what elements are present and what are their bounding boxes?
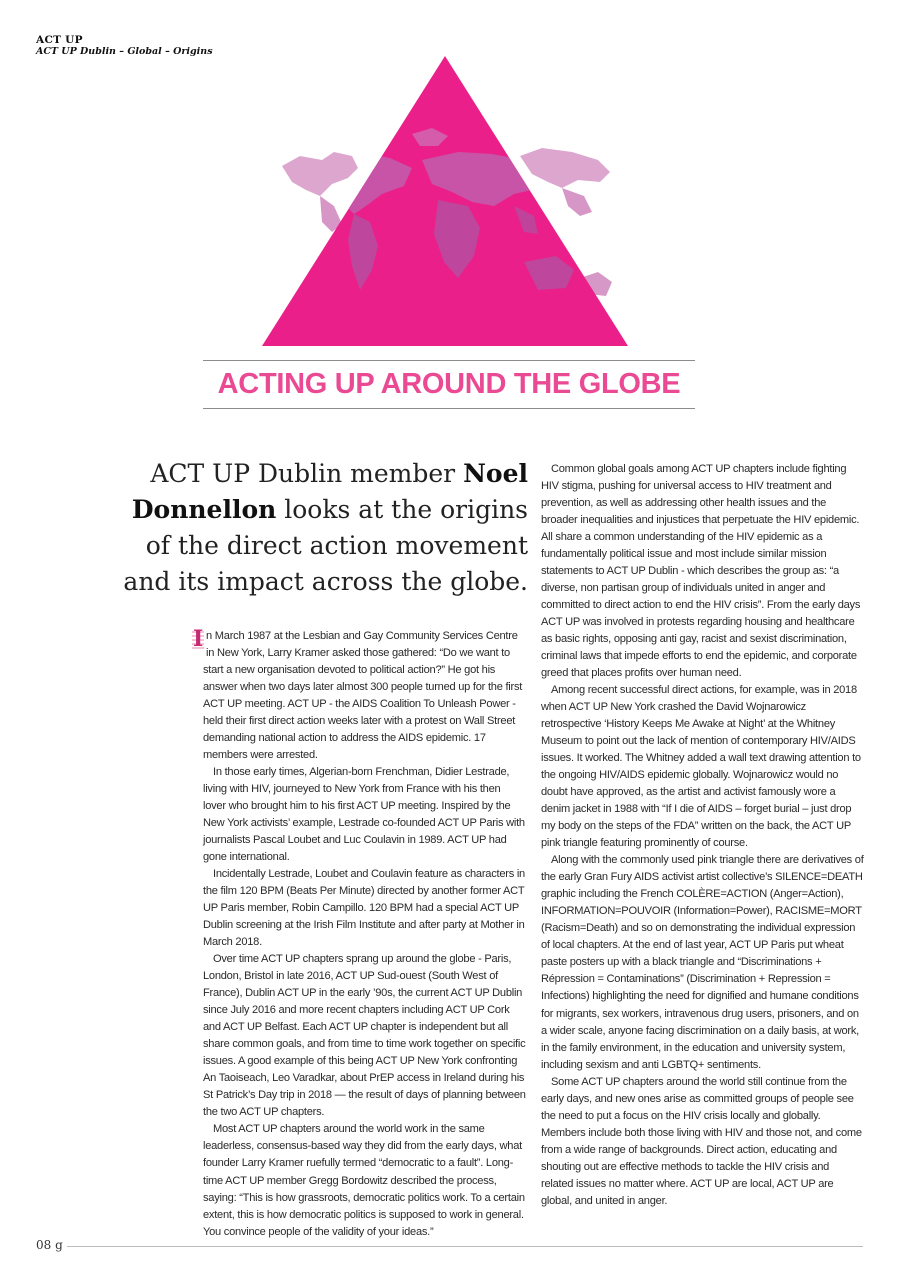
- paragraph: Along with the commonly used pink triangle there are derivatives of the early Gran Fury AIDS activist artist collective’s SILENCE=DEATH graphic including the French COLÈRE=ACTION (Anger=Action), INFORMATION=POUVOIR (Information=Power), RACISME=MORT (Racism=Death) and so on demonstrating the individual expression of local chapters. At the end of last year, ACT UP Paris put wheat paste posters up with a black triangle and “Discriminations + Répression = Contaminations” (Discrimination + Repression = Infections) highlighting the need for dignified and humane conditions for migrants, sex workers, intravenous drug users, prisoners, and on a wider scale, anyone facing discrimination on a daily basis, at work, in the family environment, in the education and university system, including sexism and anti LGBTQ+ sentiments.: [541, 854, 864, 1071]
- section-subtitle: ACT UP Dublin – Global – Origins: [36, 46, 213, 57]
- paragraph-text: n March 1987 at the Lesbian and Gay Community Services Centre in New York, Larry Kramer asked those gathered: “Do we want to start a new organisation devoted to political action?” He got his answer when two days later almost 300 people turned up for the first ACT UP meeting. ACT UP - the AIDS Coalition To Unleash Power - held their first direct action weeks later with a protest on Wall Street demanding national action to address the AIDS epidemic. 17 members were arrested.: [203, 630, 523, 762]
- paragraph: Some ACT UP chapters around the world still continue from the early days, and new ones arise as committed groups of people see the need to put a focus on the HIV crisis locally and globally. Members include both those living with HIV and those not, and come from a wide range of backgrounds. Direct action, educating and shouting out are effective methods to tackle the HIV crisis and related issues no matter where. ACT UP are local, ACT UP are global, and united in anger.: [541, 1075, 862, 1207]
- paragraph: [193, 626, 526, 764]
- page-number: 08 g: [36, 1238, 67, 1252]
- running-head: [36, 34, 213, 58]
- pink-triangle-globe-image: [262, 56, 628, 346]
- drop-cap: I: [193, 626, 204, 652]
- paragraph: Most ACT UP chapters around the world work in the same leaderless, consensus-based way they did from the early days, what founder Larry Kramer ruefully termed “democratic to a fault”. Long-time ACT UP member Gregg Bordowitz described the process, saying: “This is how grassroots, democratic politics work. To a certain extent, this is how democratic politics is supposed to work in general. You convince people of the validity of your ideas.”: [203, 1123, 525, 1238]
- headline-rule-bottom: [203, 408, 695, 409]
- paragraph: Incidentally Lestrade, Loubet and Coulavin feature as characters in the film 120 BPM (Beats Per Minute) directed by another former ACT UP Paris member, Robin Campillo. 120 BPM had a special ACT UP Dublin screening at the Irish Film Institute and after party at Mother in March 2018.: [203, 868, 525, 949]
- paragraph: Over time ACT UP chapters sprang up around the globe - Paris, London, Bristol in late 2016, ACT UP Sud-ouest (South West of France), Dublin ACT UP in the early ’90s, the current ACT UP Dublin since July 2016 and more recent chapters including ACT UP Cork and ACT UP Belfast. Each ACT UP chapter is independent but all share common goals, and from time to time work together on specific issues. A good example of this being ACT UP New York confronting An Taoiseach, Leo Varadkar, about PrEP access in Ireland during his St Patrick’s Day trip in 2018 — the result of days of planning between the two ACT UP chapters.: [203, 953, 526, 1119]
- article-column-left: [193, 626, 526, 1241]
- article-column-right: [541, 461, 864, 1210]
- paragraph: In those early times, Algerian-born Frenchman, Didier Lestrade, living with HIV, journeyed to New York from France with his then lover who brought him to his first ACT UP meeting. Inspired by the New York activists’ example, Lestrade co-founded ACT UP Paris with journalists Pascal Loubet and Luc Coulavin in 1989. ACT UP had gone international.: [203, 766, 525, 864]
- section-title: ACT UP: [36, 34, 83, 46]
- headline-rule-top: [203, 360, 695, 361]
- footer-rule: [64, 1246, 863, 1247]
- article-headline: ACTING UP AROUND THE GLOBE: [217, 368, 681, 400]
- standfirst-text: ACT UP Dublin member: [150, 459, 464, 488]
- standfirst: [120, 456, 528, 600]
- paragraph: Among recent successful direct actions, for example, was in 2018 when ACT UP New York crashed the David Wojnarowicz retrospective ‘History Keeps Me Awake at Night’ at the Whitney Museum to point out the lack of mention of contemporary HIV/AIDS issues. It worked. The Whitney added a wall text drawing attention to the ongoing HIV/AIDS epidemic globally. Wojnarowicz would no doubt have approved, as the artist and activist famously wore a denim jacket in 1988 with “If I die of AIDS – forget burial – just drop my body on the steps of the FDA” written on the back, the ACT UP pink triangle featuring prominently of course.: [541, 684, 861, 850]
- standfirst-text: looks at the origins of the direct action movement and its impact across the globe.: [123, 495, 528, 596]
- paragraph: Common global goals among ACT UP chapters include fighting HIV stigma, pushing for universal access to HIV treatment and prevention, as well as addressing other health issues and the broader inequalities and injustices that perpetuate the HIV epidemic. All share a common understanding of the HIV epidemic as a fundamentally political issue and most include similar mission statements to ACT UP Dublin - which describes the group as: “a diverse, non partisan group of individuals united in anger and committed to direct action to end the HIV crisis”. From the early days ACT UP was involved in protests regarding housing and healthcare as basic rights, opposing anti gay, racist and sexist discrimination, criminal laws that impede efforts to end the epidemic, and corporate greed that places profits over human need.: [541, 463, 861, 680]
- author-name: Noel Donnellon: [131, 459, 528, 524]
